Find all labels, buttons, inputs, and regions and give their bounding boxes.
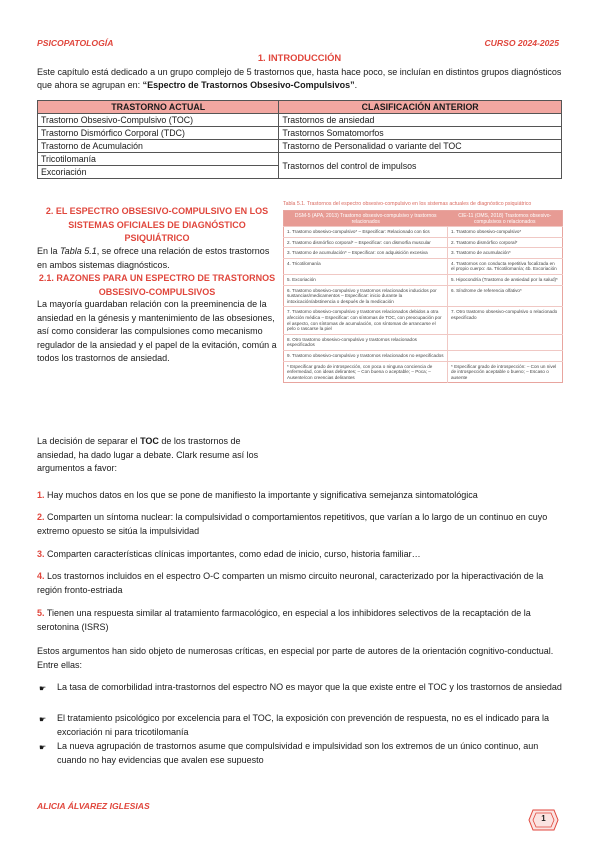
- cell-previous: Trastornos Somatomorfos: [279, 127, 562, 140]
- figure-header-row: [284, 211, 563, 227]
- figure-cell: * Especificar grado de introspección: – Con un nivel de introspección aceptable o bueno; – Escaso o ausente: [448, 361, 563, 383]
- intro-end: .: [354, 80, 358, 90]
- figure-cell: 4. Trastornos con conducta repetitiva focalizada en el propio cuerpo: 4a. Tricotilomanía; 4b. Excoriación: [448, 258, 563, 274]
- figure-cell: 2. Trastorno dismórfico corporal* – Especificar: con dismorfia muscular: [284, 237, 448, 248]
- intro-bold-term: “Espectro de Trastornos Obsesivo-Compulsivos”: [142, 80, 355, 90]
- figure-cell: 2. Trastorno dismórfico corporal*: [448, 237, 563, 248]
- argument-text: Hay muchos datos en los que se pone de manifiesto la importante y significativa semejanza sintomatológica: [44, 490, 478, 500]
- criticism-item: [37, 712, 564, 739]
- figure-cell: 5. Hipocondría (Trastorno de ansiedad por la salud)*: [448, 274, 563, 285]
- reasons-paragraph: La mayoría guardaban relación con la preeminencia de la ansiedad en la génesis y mantenimiento de las obsesiones, así como considerar las compulsiones como mecanismo regulador de la ansiedad y el papel de la evitación, común a todos los trastornos de ansiedad.: [37, 299, 277, 364]
- cell-current: Tricotilomanía: [38, 153, 279, 166]
- argument-number: 1.: [37, 490, 45, 500]
- argument-item: [37, 548, 564, 562]
- argument-number: 2.: [37, 512, 45, 522]
- header-subject: PSICOPATOLOGÍA: [37, 38, 114, 48]
- figure-cell: 6. Trastorno obsesivo-compulsivo y trastornos relacionados inducidos por sustancias/medicamentos – Especificar: inicio durante la intoxicación/abstinencia o después de la medicación: [284, 285, 448, 307]
- debate-text: La decisión de separar el: [37, 436, 141, 446]
- section-title-spectrum: 2. EL ESPECTRO OBSESIVO-COMPULSIVO EN LOS SISTEMAS OFICIALES DE DIAGNÓSTICO PSIQUIÁTRICO: [45, 206, 269, 244]
- figure-cell: 7. Otro trastorno obsesivo-compulsivo o relacionado especificado: [448, 307, 563, 334]
- argument-item: [37, 489, 564, 503]
- argument-number: 4.: [37, 571, 45, 581]
- figure-row: [284, 237, 563, 248]
- table-5-1-figure: [283, 200, 563, 465]
- toc-debate-paragraph: [37, 435, 277, 476]
- figure-caption: Tabla 5.1. Trastornos del espectro obsesivo-compulsivo en los sistemas actuales de diagnóstico psiquiátrico: [283, 201, 532, 207]
- figure-cell: 5. Excoriación: [284, 274, 448, 285]
- section-title-introduction: 1. INTRODUCCIÓN: [257, 52, 342, 63]
- col-header-previous: CLASIFICACIÓN ANTERIOR: [279, 101, 562, 114]
- toc-bold: TOC: [140, 436, 159, 446]
- intro-text: Este capítulo está dedicado a un grupo complejo de 5 trastornos que, hasta hace poco, se incluían en distintos grupos diagnósticos que ahora se agrupan en:: [37, 67, 562, 90]
- cell-current: Trastorno Obsesivo-Compulsivo (TOC): [38, 114, 279, 127]
- criticism-text: La nueva agrupación de trastornos asume que compulsividad e impulsividad son los extremos de un único continuo, aun cuando no hay evidencias que avalen ese supuesto: [57, 741, 539, 765]
- col-header-current: TRASTORNO ACTUAL: [38, 101, 279, 114]
- argument-text: Los trastornos incluidos en el espectro O-C comparten un mismo circuito neuronal, caracterizado por la hiperactivación de la región fronto-estriada: [37, 571, 544, 595]
- cell-previous: Trastorno de Personalidad o variante del TOC: [279, 140, 562, 153]
- table-row: [38, 153, 562, 166]
- figure-row: [284, 307, 563, 334]
- argument-text: Comparten un síntoma nuclear: la compulsividad o comportamientos repetitivos, que varían a lo largo de un continuo en cuyo extremo opuesto se sitúa la impulsividad: [37, 512, 548, 536]
- figure-row: [284, 334, 563, 350]
- figure-cell: 7. Trastorno obsesivo-compulsivo y trastornos relacionados debidos a otra afección médica – Especificar: con síntomas de TOC, con preocupación por el aspecto, con síntomas de acumulación, con síntomas de arrancarse el pelo o rascarse la piel: [284, 307, 448, 334]
- figure-row: [284, 258, 563, 274]
- figure-cell: 1. Trastorno obsesivo-compulsivo*: [448, 227, 563, 238]
- criticism-item: [37, 681, 564, 695]
- figure-row: [284, 285, 563, 307]
- pointing-hand-icon: ☛: [39, 715, 47, 724]
- figure-cell: 3. Trastorno de acumulación*: [448, 248, 563, 259]
- argument-text: Tienen una respuesta similar al tratamiento farmacológico, en especial a los inhibidores selectivos de la recaptación de la serotonina (ISRS): [37, 608, 531, 632]
- section2-text-end: , se ofrece una relación de estos trastornos en ambos sistemas diagnósticos.: [37, 246, 270, 270]
- argument-item: [37, 570, 564, 597]
- intro-paragraph: [37, 66, 563, 92]
- argument-number: 5.: [37, 608, 45, 618]
- section2-text: En la: [37, 246, 61, 256]
- figure-cell: [448, 334, 563, 350]
- table-row: [38, 140, 562, 153]
- figure-row: [284, 227, 563, 238]
- page-number: 1: [541, 814, 546, 823]
- figure-col-cie: CIE-11 (OMS, 2018) Trastornos obsesivo-compulsivos o relacionados: [448, 211, 563, 227]
- criticism-item: [37, 740, 564, 767]
- figure-row: [284, 350, 563, 361]
- figure-cell: [448, 350, 563, 361]
- table-header-row: [38, 101, 562, 114]
- page-header: [37, 38, 559, 50]
- debate-text-end: de los trastornos de ansiedad, ha dado lugar a debate. Clark resume así los argumentos a favor:: [37, 436, 259, 474]
- figure-cell: 9. Trastorno obsesivo-compulsivo y trastornos relacionados no especificados: [284, 350, 448, 361]
- argument-number: 3.: [37, 549, 45, 559]
- cell-previous: Trastornos de ansiedad: [279, 114, 562, 127]
- criticism-text: La tasa de comorbilidad intra-trastornos del espectro NO es mayor que la que existe entre el TOC y los trastornos de ansiedad: [57, 682, 562, 692]
- cell-previous: Trastornos del control de impulsos: [279, 153, 562, 179]
- table-reference: Tabla 5.1: [60, 246, 97, 256]
- table-row: [38, 127, 562, 140]
- cell-current: Trastorno Dismórfico Corporal (TDC): [38, 127, 279, 140]
- figure-row: [284, 274, 563, 285]
- header-course: CURSO 2024-2025: [484, 38, 559, 48]
- argument-text: Comparten características clínicas importantes, como edad de inicio, curso, historia familiar…: [44, 549, 421, 559]
- cell-current: Trastorno de Acumulación: [38, 140, 279, 153]
- footer-author: ALICIA ÁLVAREZ IGLESIAS: [37, 801, 150, 811]
- figure-cell: * Especificar grado de introspección, con poca o ninguna conciencia de enfermedad, con ideas delirantes; – Con buena o aceptable; – Poca; – Ausente/con creencias delirantes: [284, 361, 448, 383]
- pointing-hand-icon: ☛: [39, 684, 47, 693]
- section2-paragraph: [37, 245, 277, 272]
- figure-cell: 1. Trastorno obsesivo-compulsivo* – Especificar: Relacionado con tics: [284, 227, 448, 238]
- figure-cell: 8. Otro trastorno obsesivo-compulsivo y trastornos relacionados especificados: [284, 334, 448, 350]
- figure-cell: 6. Síndrome de referencia olfativo*: [448, 285, 563, 307]
- pointing-hand-icon: ☛: [39, 743, 47, 752]
- figure-col-dsm: DSM-5 (APA, 2013) Trastorno obsesivo-compulsivo y trastornos relacionados: [284, 211, 448, 227]
- classification-table: [37, 100, 562, 179]
- criticism-intro: Estos argumentos han sido objeto de numerosas críticas, en especial por parte de autores de la orientación cognitivo-conductual. Entre ellas:: [37, 646, 554, 670]
- figure-cell: 3. Trastorno de acumulación* – Especificar: con adquisición excesiva: [284, 248, 448, 259]
- page-number-badge: [527, 808, 560, 832]
- figure-row: [284, 248, 563, 259]
- figure-row: [284, 361, 563, 383]
- table-row: [38, 114, 562, 127]
- argument-item: [37, 511, 564, 538]
- cell-current: Excoriación: [38, 166, 279, 179]
- subsection-title-reasons: 2.1. RAZONES PARA UN ESPECTRO DE TRASTORNOS OBSESIVO-COMPULSIVOS: [38, 273, 276, 297]
- criticism-text: El tratamiento psicológico por excelencia para el TOC, la exposición con prevención de respuesta, no es el indicado para la excoriación ni para tricotilomanía: [57, 713, 549, 737]
- argument-item: [37, 607, 564, 634]
- figure-table: [283, 210, 563, 383]
- figure-cell: 4. Tricotilomanía: [284, 258, 448, 274]
